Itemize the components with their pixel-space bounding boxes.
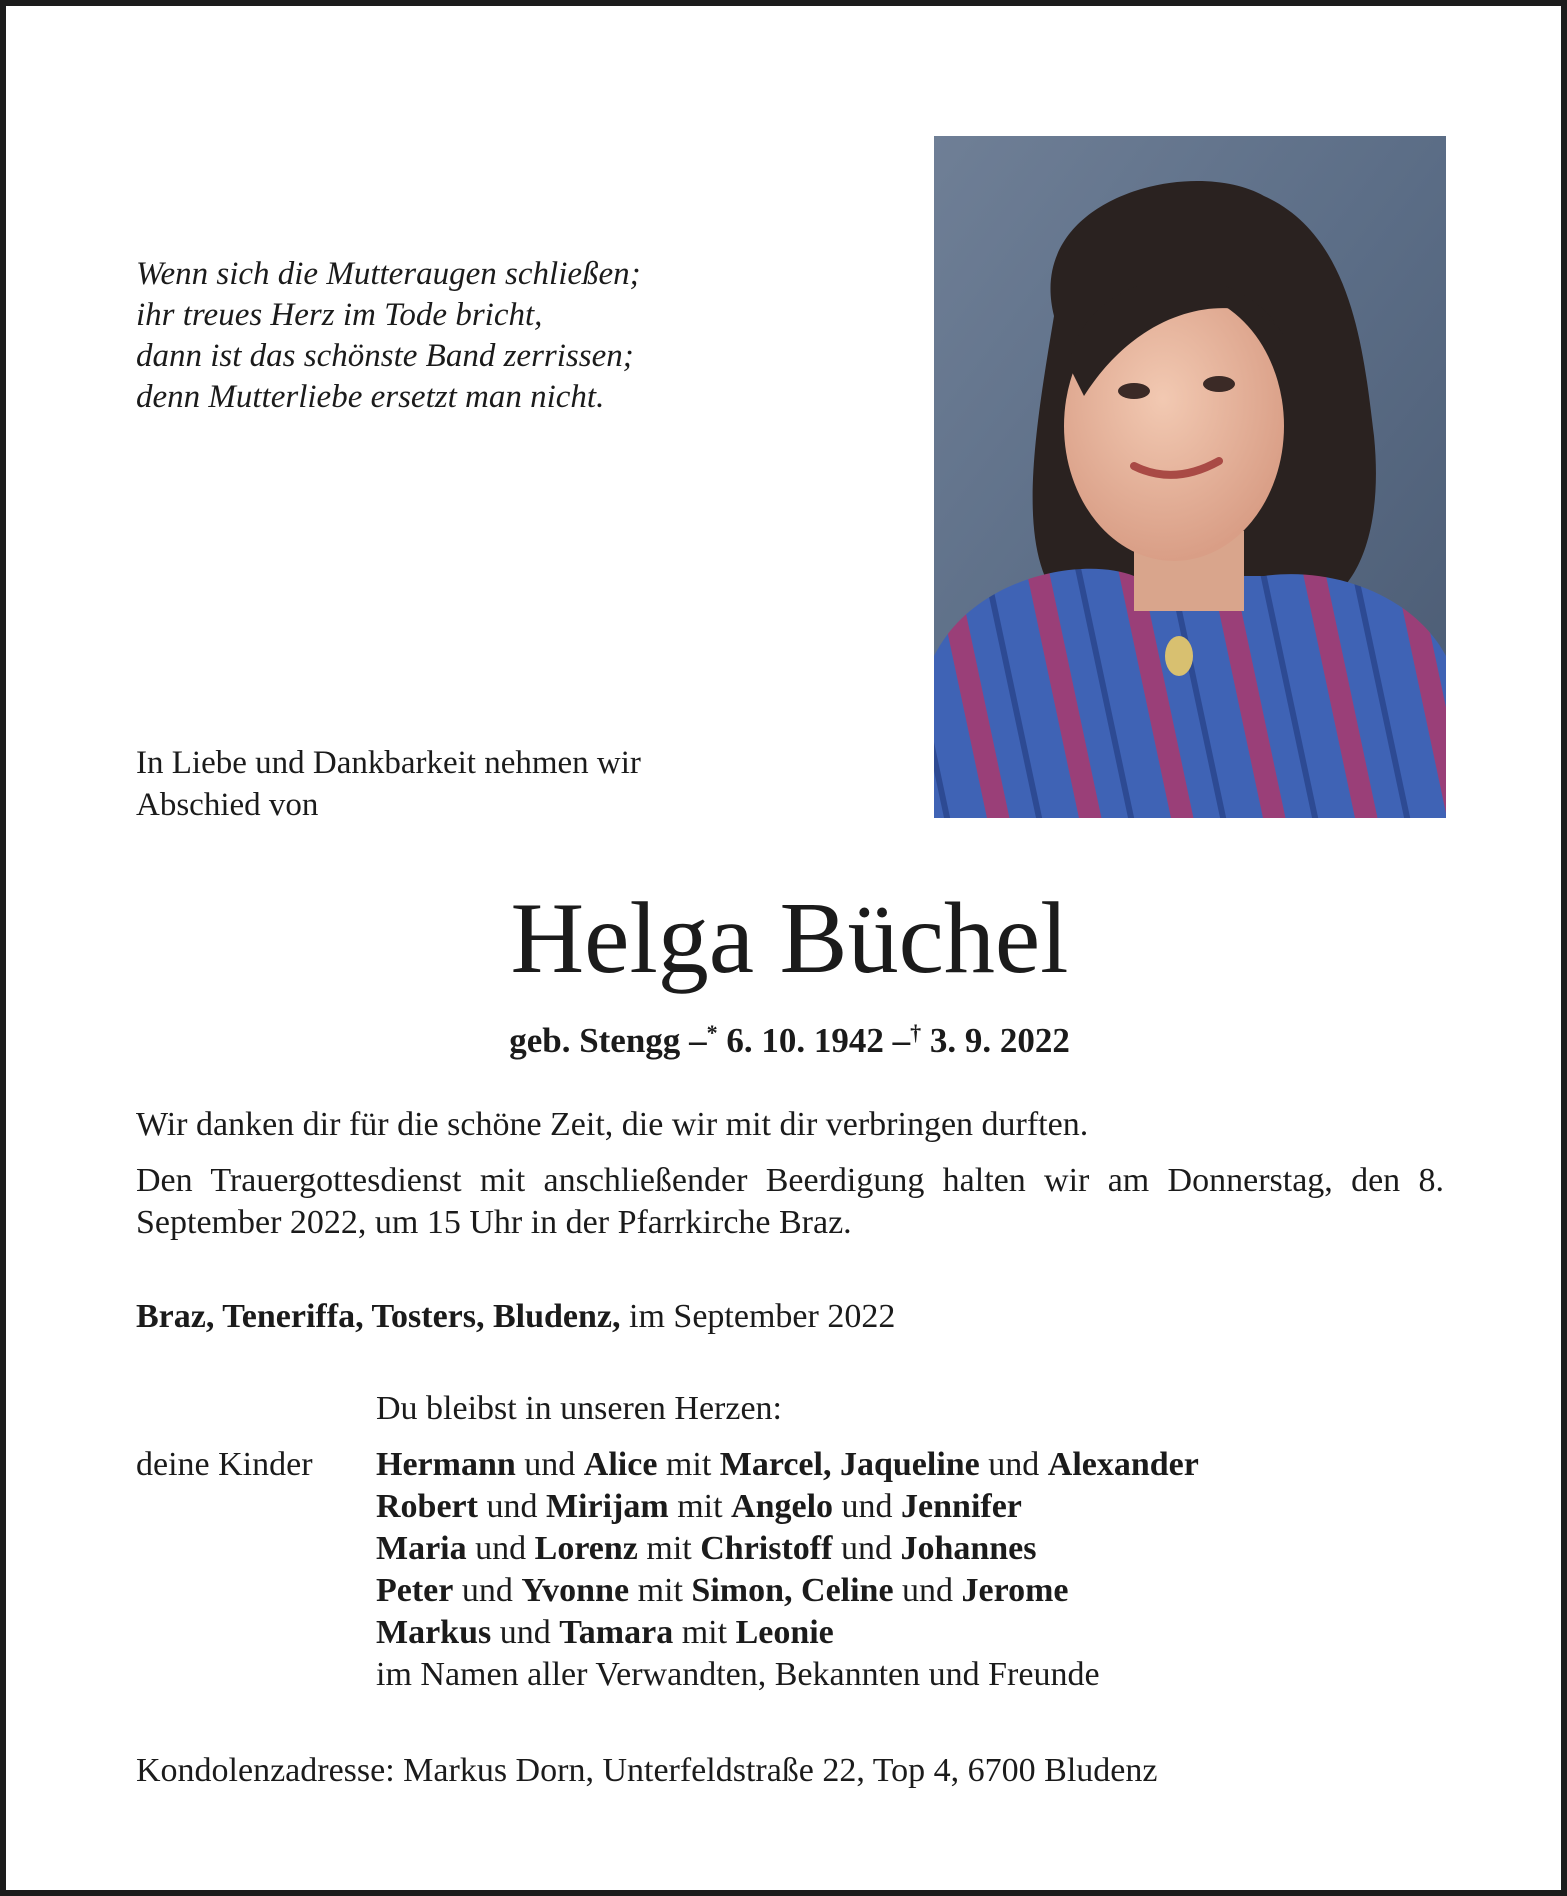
- grandchild-name: Johannes: [900, 1530, 1037, 1567]
- deceased-name: Helga Büchel: [510, 882, 1069, 995]
- and-word: und: [988, 1446, 1040, 1483]
- birth-name: geb. Stengg: [509, 1021, 681, 1060]
- child-name: Maria: [376, 1530, 467, 1567]
- poem-line: ihr treues Herz im Tode bricht,: [136, 297, 543, 333]
- and-word: und: [902, 1572, 954, 1609]
- grandchild-name: Marcel, Jaqueline: [719, 1446, 980, 1483]
- grandchild-name: Jennifer: [901, 1488, 1022, 1525]
- family-row: [376, 1444, 1456, 1486]
- child-name: Robert: [376, 1488, 478, 1525]
- child-name: Hermann: [376, 1446, 516, 1483]
- with-word: mit: [637, 1572, 683, 1609]
- partner-name: Tamara: [559, 1614, 674, 1651]
- poem: [136, 254, 776, 418]
- family-row: [376, 1528, 1456, 1570]
- life-dates: [6, 1011, 1567, 1063]
- poem-line: Wenn sich die Mutteraugen schließen;: [136, 256, 641, 292]
- intro-line: Abschied von: [136, 787, 319, 823]
- and-word: und: [461, 1572, 513, 1609]
- birth-symbol: *: [706, 1020, 718, 1045]
- and-word: und: [840, 1530, 892, 1567]
- child-name: Peter: [376, 1572, 454, 1609]
- dash: –: [689, 1021, 707, 1060]
- family-row: [376, 1486, 1456, 1528]
- portrait-photo: [934, 136, 1446, 818]
- and-word: und: [486, 1488, 538, 1525]
- with-word: mit: [646, 1530, 692, 1567]
- grandchild-name: Leonie: [735, 1614, 834, 1651]
- with-word: mit: [665, 1446, 712, 1483]
- family-list: [376, 1444, 1456, 1696]
- poem-line: denn Mutterliebe ersetzt man nicht.: [136, 379, 605, 415]
- dash: –: [892, 1021, 911, 1060]
- death-symbol: †: [910, 1020, 922, 1045]
- family-row: [376, 1612, 1456, 1654]
- remain-text: Du bleibst in unseren Herzen:: [376, 1390, 782, 1427]
- partner-name: Yvonne: [521, 1572, 630, 1609]
- and-word: und: [475, 1530, 527, 1567]
- and-word: und: [841, 1488, 893, 1525]
- grandchild-name: Christoff: [700, 1530, 833, 1567]
- with-word: mit: [681, 1614, 728, 1651]
- grandchild-name: Alexander: [1047, 1446, 1199, 1483]
- death-date: 3. 9. 2022: [929, 1021, 1070, 1060]
- condolence-address: Kondolenzadresse: Markus Dorn, Unterfeldstraße 22, Top 4, 6700 Bludenz: [136, 1752, 1158, 1789]
- partner-name: Lorenz: [534, 1530, 638, 1567]
- thanks-text: Wir danken dir für die schöne Zeit, die wir mit dir verbringen durften.: [136, 1106, 1089, 1143]
- towns: Braz, Teneriffa, Tosters, Bludenz,: [136, 1298, 621, 1335]
- grandchild-name: Angelo: [731, 1488, 834, 1525]
- and-word: und: [499, 1614, 551, 1651]
- grandchild-name: Simon, Celine: [691, 1572, 894, 1609]
- partner-name: Alice: [583, 1446, 658, 1483]
- family-row: [376, 1570, 1456, 1612]
- closing-line: im Namen aller Verwandten, Bekannten und Freunde: [376, 1656, 1100, 1693]
- intro-text: [136, 742, 856, 826]
- with-word: mit: [677, 1488, 723, 1525]
- and-word: und: [524, 1446, 576, 1483]
- partner-name: Mirijam: [545, 1488, 669, 1525]
- kids-label: deine Kinder: [136, 1446, 313, 1483]
- poem-line: dann ist das schönste Band zerrissen;: [136, 338, 634, 374]
- intro-line: In Liebe und Dankbarkeit nehmen wir: [136, 745, 641, 781]
- service-text: Den Trauergottesdienst mit anschließender Beerdigung halten wir am Donnerstag, den 8. September 2022, um 15 Uhr in der Pfarrkirche Braz.: [136, 1162, 1444, 1241]
- birth-date: 6. 10. 1942: [726, 1021, 884, 1060]
- grandchild-name: Jerome: [961, 1572, 1069, 1609]
- child-name: Markus: [376, 1614, 492, 1651]
- place-date: [136, 1296, 1444, 1338]
- month-date: im September 2022: [629, 1298, 896, 1335]
